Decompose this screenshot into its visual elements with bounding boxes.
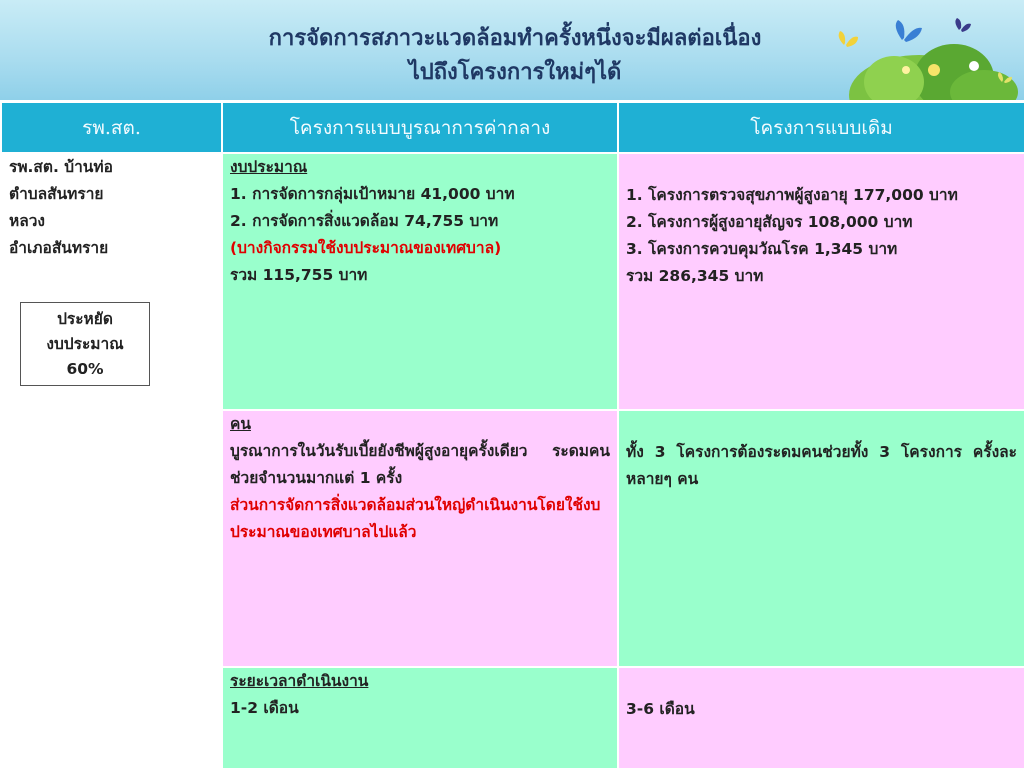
duration-value: 1-2 เดือน bbox=[230, 699, 299, 717]
people-heading: คน bbox=[230, 415, 251, 433]
header-traditional: โครงการแบบเดิม bbox=[618, 102, 1024, 153]
people-integrated-cell bbox=[222, 410, 618, 667]
title-banner bbox=[0, 0, 1024, 100]
savings-callout-box bbox=[20, 302, 150, 386]
savings-line-1: ประหยัด bbox=[57, 309, 113, 328]
duration-heading: ระยะเวลาดำเนินงาน bbox=[230, 672, 369, 690]
people-red-text: ส่วนการจัดการสิ่งแวดล้อมส่วนใหญ่ดำเนินงานโดยใช้งบประมาณของเทศบาลไปแล้ว bbox=[230, 496, 601, 541]
table-row-budget bbox=[1, 153, 1024, 410]
people-text: บูรณาการในวันรับเบี้ยยังชีพผู้สูงอายุครั้งเดียว ระดมคนช่วยจำนวนมากแต่ 1 ครั้ง bbox=[230, 442, 610, 487]
savings-percent: 60% bbox=[66, 359, 104, 378]
old-budget-item-1: 1. โครงการตรวจสุขภาพผู้สูงอายุ 177,000 บาท bbox=[626, 186, 958, 204]
site-line-4: อำเภอสันทราย bbox=[9, 239, 109, 257]
budget-traditional-cell bbox=[618, 153, 1024, 410]
site-cell bbox=[1, 153, 222, 769]
title-line-2: ไปถึงโครงการใหม่ๆได้ bbox=[408, 60, 622, 85]
old-people-text: ทั้ง 3 โครงการต้องระดมคนช่วยทั้ง 3 โครงการ ครั้งละหลายๆ คน bbox=[626, 443, 1017, 488]
header-site: รพ.สต. bbox=[1, 102, 222, 153]
old-budget-item-2: 2. โครงการผู้สูงอายุสัญจร 108,000 บาท bbox=[626, 213, 913, 231]
old-budget-total: รวม 286,345 บาท bbox=[626, 267, 764, 285]
budget-note: (บางกิจกรรมใช้งบประมาณของเทศบาล) bbox=[230, 239, 502, 257]
site-line-3: หลวง bbox=[9, 212, 45, 230]
people-traditional-cell bbox=[618, 410, 1024, 667]
header-integrated: โครงการแบบบูรณาการค่ากลาง bbox=[222, 102, 618, 153]
budget-item-1: 1. การจัดการกลุ่มเป้าหมาย 41,000 บาท bbox=[230, 185, 515, 203]
old-duration-value: 3-6 เดือน bbox=[626, 700, 695, 718]
table-header-row bbox=[1, 102, 1024, 153]
site-line-1: รพ.สต. บ้านท่อ bbox=[9, 158, 113, 176]
butterfly-icon bbox=[896, 20, 922, 42]
duration-integrated-cell bbox=[222, 667, 618, 769]
comparison-table bbox=[0, 101, 1024, 770]
budget-integrated-cell bbox=[222, 153, 618, 410]
savings-line-2: งบประมาณ bbox=[46, 334, 124, 353]
old-budget-item-3: 3. โครงการควบคุมวัณโรค 1,345 บาท bbox=[626, 240, 898, 258]
budget-item-2: 2. การจัดการสิ่งแวดล้อม 74,755 บาท bbox=[230, 212, 499, 230]
title-line-1: การจัดการสภาวะแวดล้อมทำครั้งหนึ่งจะมีผลต่อเนื่อง bbox=[268, 26, 762, 51]
site-line-2: ตำบลสันทราย bbox=[9, 185, 104, 203]
budget-heading: งบประมาณ bbox=[230, 158, 308, 176]
duration-traditional-cell bbox=[618, 667, 1024, 769]
nature-decoration-image bbox=[824, 0, 1024, 100]
budget-total: รวม 115,755 บาท bbox=[230, 266, 368, 284]
page-title bbox=[150, 22, 880, 90]
